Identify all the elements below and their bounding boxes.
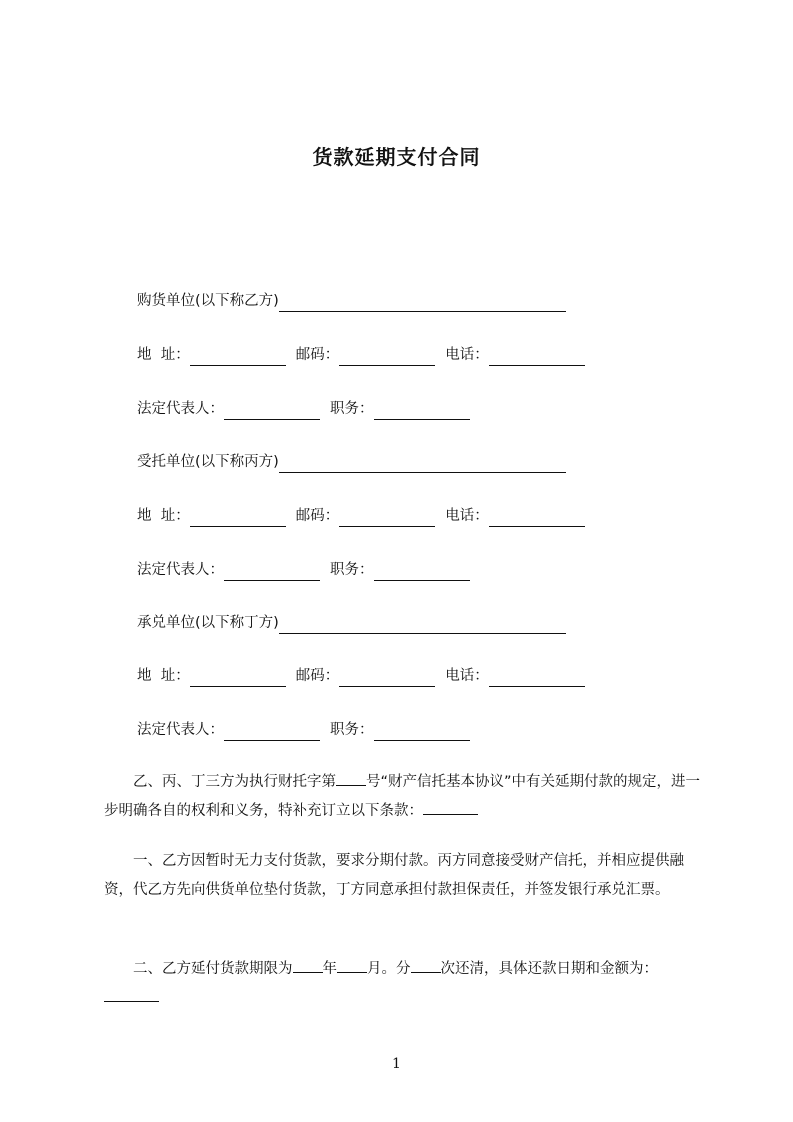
phone-label: 电话： (445, 508, 489, 524)
phone-blank[interactable] (489, 510, 585, 527)
intro-text-1: 乙、丙、丁三方为执行财托字第 (133, 774, 336, 790)
position-blank[interactable] (374, 724, 470, 741)
clause-1-text: 一、乙方因暂时无力支付货款，要求分期付款。丙方同意接受财产信托，并相应提供融资，代乙方先向供货单位垫付货款，丁方同意承担付款担保责任，并签发银行承兑汇票。 (104, 853, 684, 898)
clause-1 (104, 847, 704, 905)
postcode-blank[interactable] (339, 349, 435, 366)
rep-blank[interactable] (224, 403, 320, 420)
unit-label: 承兑单位(以下称丁方) (137, 615, 279, 631)
postcode-blank[interactable] (339, 670, 435, 687)
rep-label: 法定代表人： (137, 401, 224, 417)
terms-blank[interactable] (423, 799, 478, 815)
intro-paragraph (104, 768, 704, 826)
unit-blank[interactable] (279, 617, 566, 634)
unit-blank[interactable] (279, 456, 566, 473)
address-label: 地 址： (137, 347, 190, 363)
repayment-schedule-blank[interactable] (104, 986, 159, 1002)
phone-blank[interactable] (489, 349, 585, 366)
address-blank[interactable] (190, 670, 286, 687)
party-b-unit-line (137, 290, 566, 312)
party-c-contact-line (137, 505, 585, 527)
party-d-rep-line (137, 719, 470, 741)
party-c-rep-line (137, 559, 470, 581)
postcode-blank[interactable] (339, 510, 435, 527)
position-label: 职务： (330, 722, 374, 738)
position-label: 职务： (330, 562, 374, 578)
address-label: 地 址： (137, 508, 190, 524)
unit-blank[interactable] (279, 295, 566, 312)
page-number: 1 (392, 1056, 401, 1072)
document-title: 货款延期支付合同 (312, 145, 481, 169)
phone-label: 电话： (445, 347, 489, 363)
clause-2-text-1: 二、乙方延付货款期限为 (133, 961, 293, 977)
address-label: 地 址： (137, 668, 190, 684)
postcode-label: 邮码： (295, 508, 340, 524)
position-blank[interactable] (374, 564, 470, 581)
postcode-label: 邮码： (295, 347, 340, 363)
position-label: 职务： (330, 401, 374, 417)
clause-2-text-3: 月。分 (367, 961, 411, 977)
address-blank[interactable] (190, 349, 286, 366)
rep-blank[interactable] (224, 724, 320, 741)
clause-2-text-4: 次还清，具体还款日期和金额为： (440, 961, 658, 977)
position-blank[interactable] (374, 403, 470, 420)
installments-blank[interactable] (411, 957, 441, 973)
rep-label: 法定代表人： (137, 722, 224, 738)
rep-label: 法定代表人： (137, 562, 224, 578)
intro-text-2: 号“财产信托基本协议”中有关延期付款的规定，进一步明确各自的权利和义务，特补充订立以下条款： (104, 774, 701, 819)
party-d-unit-line (137, 612, 566, 634)
postcode-label: 邮码： (295, 668, 340, 684)
months-blank[interactable] (337, 957, 367, 973)
party-b-rep-line (137, 398, 470, 420)
unit-label: 受托单位(以下称丙方) (137, 454, 279, 470)
contract-number-blank[interactable] (336, 770, 366, 786)
unit-label: 购货单位(以下称乙方) (137, 293, 279, 309)
party-d-contact-line (137, 665, 585, 687)
party-c-unit-line (137, 451, 566, 473)
phone-blank[interactable] (489, 670, 585, 687)
clause-2-text-2: 年 (322, 961, 337, 977)
party-b-contact-line (137, 344, 585, 366)
phone-label: 电话： (445, 668, 489, 684)
address-blank[interactable] (190, 510, 286, 527)
rep-blank[interactable] (224, 564, 320, 581)
clause-2 (104, 955, 704, 1013)
years-blank[interactable] (293, 957, 323, 973)
